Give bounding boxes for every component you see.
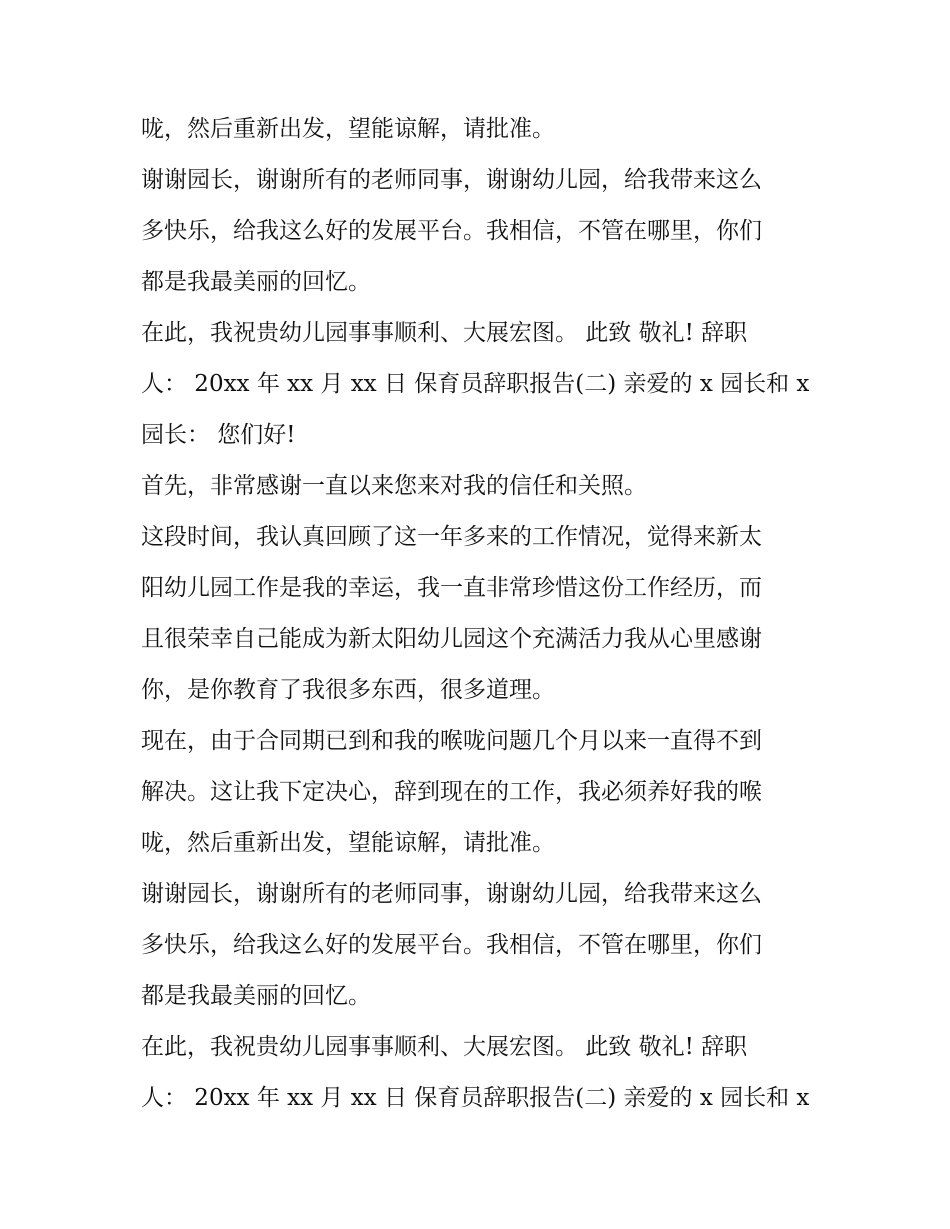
text-line: 都是我最美丽的回忆。: [141, 269, 371, 295]
text-line: 人： 20xx 年 xx 月 xx 日 保育员辞职报告(二) 亲爱的 x 园长和 x: [141, 371, 810, 397]
text-line: 你，是你教育了我很多东西，很多道理。: [141, 677, 555, 703]
text-line: 人： 20xx 年 xx 月 xx 日 保育员辞职报告(二) 亲爱的 x 园长和 x: [141, 1085, 810, 1111]
text-line: 园长： 您们好!: [141, 422, 296, 448]
text-line: 咙，然后重新出发，望能谅解，请批准。: [141, 830, 555, 856]
text-line: 多快乐，给我这么好的发展平台。我相信，不管在哪里，你们: [141, 218, 762, 244]
text-line: 谢谢园长，谢谢所有的老师同事，谢谢幼儿园，给我带来这么: [141, 881, 762, 907]
document-body: [141, 104, 821, 1124]
text-line: 首先，非常感谢一直以来您来对我的信任和关照。: [141, 473, 647, 499]
text-line: 现在，由于合同期已到和我的喉咙问题几个月以来一直得不到: [141, 728, 762, 754]
text-line: 这段时间，我认真回顾了这一年多来的工作情况，觉得来新太: [141, 524, 762, 550]
text-line: 解决。这让我下定决心，辞到现在的工作，我必须养好我的喉: [141, 779, 762, 805]
text-line: 谢谢园长，谢谢所有的老师同事，谢谢幼儿园，给我带来这么: [141, 167, 762, 193]
text-line: 在此，我祝贵幼儿园事事顺利、大展宏图。 此致 敬礼! 辞职: [141, 1034, 748, 1060]
text-line: 多快乐，给我这么好的发展平台。我相信，不管在哪里，你们: [141, 932, 762, 958]
text-line: 咙，然后重新出发，望能谅解，请批准。: [141, 116, 555, 142]
text-line: 都是我最美丽的回忆。: [141, 983, 371, 1009]
text-line: 阳幼儿园工作是我的幸运，我一直非常珍惜这份工作经历，而: [141, 575, 762, 601]
text-line: 在此，我祝贵幼儿园事事顺利、大展宏图。 此致 敬礼! 辞职: [141, 320, 748, 346]
text-line: 且很荣幸自己能成为新太阳幼儿园这个充满活力我从心里感谢: [141, 626, 762, 652]
